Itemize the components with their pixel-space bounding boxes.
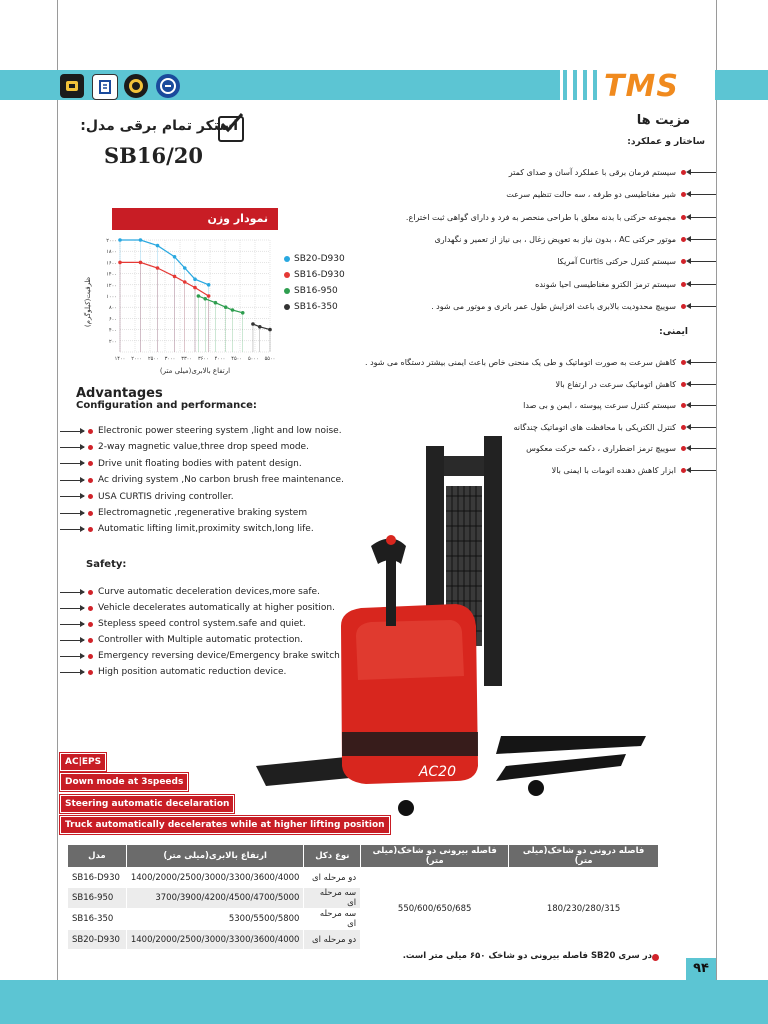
cell-inner-width: 180/230/280/315 xyxy=(509,868,659,950)
header-bar xyxy=(573,70,577,100)
bullet-icon xyxy=(88,461,93,466)
cell-lift: 5300/5500/5800 xyxy=(126,909,304,930)
x-tick-label: ۴۵۰۰ xyxy=(231,356,243,362)
advantage-item xyxy=(60,492,234,502)
bullet-icon xyxy=(88,606,93,611)
arrow-left-icon xyxy=(690,427,716,428)
y-tick-label: ۴۰۰ xyxy=(108,327,117,334)
cell-model: SB16-950 xyxy=(68,888,127,909)
arrow-right-icon xyxy=(60,624,84,625)
legend-label: SB16-D930 xyxy=(294,270,345,280)
fa-advantage-text: سیستم ترمز الکترو مغناطیسی احیا شونده xyxy=(535,279,676,289)
arrow-left-icon xyxy=(690,284,716,285)
brand-logo-text: TMS xyxy=(604,68,679,104)
safety-text: High position automatic reduction device. xyxy=(98,667,287,677)
cell-lift: 1400/2000/2500/3000/3300/3600/4000 xyxy=(126,930,304,950)
advantages-subtitle: Configuration and performance: xyxy=(76,400,257,411)
x-tick-label: ۵۵۰۰ xyxy=(264,356,276,362)
x-tick-label: ۳۶۰۰ xyxy=(197,356,209,362)
arrow-left-icon xyxy=(690,239,716,240)
advantage-text: USA CURTIS driving controller. xyxy=(98,491,234,502)
fa-advantage-item xyxy=(431,302,716,311)
advantage-text: Drive unit floating bodies with patent design. xyxy=(98,458,302,469)
bullet-icon xyxy=(88,494,93,499)
model-name: SB16/20 xyxy=(104,143,204,168)
brand-logo xyxy=(604,70,700,102)
legend-label: SB16-950 xyxy=(294,286,338,296)
x-tick-label: ۲۰۰۰ xyxy=(131,356,143,362)
bullet-icon xyxy=(88,511,93,516)
arrow-left-icon xyxy=(690,172,716,173)
fa-safety-text: کاهش اتوماتیک سرعت در ارتفاع بالا xyxy=(555,379,676,389)
legend-swatch xyxy=(284,288,290,294)
fa-safety-item xyxy=(556,380,716,389)
fa-advantage-item xyxy=(509,168,716,177)
legend-item xyxy=(284,270,345,280)
fa-advantage-item xyxy=(406,213,716,222)
cell-model: SB20-D930 xyxy=(68,930,127,950)
safety-text: Controller with Multiple automatic protection. xyxy=(98,635,303,645)
cell-outer-width: 550/600/650/685 xyxy=(361,868,509,950)
frame-right-line xyxy=(716,0,717,980)
fa-safety-item xyxy=(514,423,716,432)
bullet-icon xyxy=(88,445,93,450)
stacker-product-image xyxy=(246,436,656,826)
advantage-text: 2-way magnetic value,three drop speed mode. xyxy=(98,442,309,453)
x-tick-label: ۴۰۰۰ xyxy=(214,356,226,362)
arrow-left-icon xyxy=(690,405,716,406)
y-tick-label: ۸۰۰ xyxy=(108,305,117,312)
fa-advantage-text: سیستم فرمان برقی با عملکرد آسان و صدای کمتر xyxy=(508,168,676,177)
table-row xyxy=(68,868,659,888)
legend-item xyxy=(284,302,338,312)
fa-safety-item xyxy=(365,358,716,367)
arrow-left-icon xyxy=(690,306,716,307)
y-tick-label: ۶۰۰ xyxy=(108,316,117,323)
arrow-left-icon xyxy=(690,384,716,385)
header-outer-width: فاصله بیرونی دو شاخک(میلی متر) xyxy=(361,845,509,868)
spec-table xyxy=(67,844,659,950)
arrow-right-icon xyxy=(60,463,84,464)
fa-advantage-text: سیستم کنترل حرکتی Curtis آمریکا xyxy=(557,257,676,267)
chart-y-label: ظرفیت(کیلوگرم) xyxy=(84,276,92,328)
fa-safety-text: ابزار کاهش دهنده اتومات با ایمنی بالا xyxy=(551,465,676,475)
header-model: مدل xyxy=(68,845,127,868)
feature-tag: AC|EPS xyxy=(60,753,106,771)
arrow-left-icon xyxy=(690,362,716,363)
fa-advantage-text: مجموعه حرکتی با بدنه معلق با طراحی منحصر به فرد و دارای گواهی ثبت اختراع. xyxy=(405,212,676,222)
checkmark-icon xyxy=(218,116,244,142)
fa-advantage-text: شیر مغناطیسی دو طرفه ، سه حالت تنظیم سرعت xyxy=(506,190,676,200)
table-header-row xyxy=(68,845,659,868)
arrow-right-icon xyxy=(60,592,84,593)
fa-safety-text: سیستم کنترل سرعت پیوسته ، ایمن و بی صدا xyxy=(523,401,676,410)
fa-advantage-item xyxy=(506,190,716,199)
cell-model: SB16-D930 xyxy=(68,868,127,888)
safety-text: Vehicle decelerates automatically at higher position. xyxy=(98,603,336,613)
x-tick-label: ۱۴۰۰ xyxy=(114,356,126,362)
header-lift: ارتفاع بالابری(میلی متر) xyxy=(126,845,304,868)
safety-text: Curve automatic deceleration devices,more safe. xyxy=(98,587,320,597)
arrow-left-icon xyxy=(690,217,716,218)
legend-swatch xyxy=(284,256,290,262)
chart-x-label: ارتفاع بالابری(میلی متر) xyxy=(159,367,231,375)
arrow-right-icon xyxy=(60,608,84,609)
note-bullet xyxy=(652,954,659,961)
frame-left-line xyxy=(57,0,58,980)
arrow-right-icon xyxy=(60,529,84,530)
arrow-right-icon xyxy=(60,672,84,673)
phone-badge-icon xyxy=(60,74,84,98)
chart-header: نمودار وزن xyxy=(112,208,278,230)
advantage-item xyxy=(60,426,342,436)
legend-label: SB16-350 xyxy=(294,302,338,312)
bullet-icon xyxy=(88,670,93,675)
advantage-text: Automatic lifting limit,proximity switch,long life. xyxy=(98,524,314,535)
bullet-icon xyxy=(88,527,93,532)
fa-advantage-text: موتور حرکتی AC ، بدون نیاز به تعویض زغال ، بی نیاز از تعمیر و نگهداری xyxy=(434,234,676,244)
legend-label: SB20-D930 xyxy=(294,254,345,264)
fa-advantage-item xyxy=(535,280,716,289)
arrow-right-icon xyxy=(60,480,84,481)
load-chart xyxy=(80,232,280,378)
advantage-text: Electronic power steering system ,light and low noise. xyxy=(98,426,342,436)
arrow-right-icon xyxy=(60,431,84,432)
cell-model: SB16-350 xyxy=(68,909,127,930)
fa-advantage-text: سوییچ محدودیت بالابری باعث افزایش طول عمر باتری و موتور می شود . xyxy=(431,301,676,311)
cell-mast: دو مرحله ای xyxy=(304,868,361,888)
fa-safety-text: کاهش سرعت به صورت اتوماتیک و طی یک منحنی خاص باعث ایمنی بیشتر دستگاه می شود . xyxy=(365,358,676,367)
header-bar xyxy=(563,70,567,100)
bullet-icon xyxy=(88,429,93,434)
legend-swatch xyxy=(284,304,290,310)
x-tick-label: ۳۰۰۰ xyxy=(164,356,176,362)
bullet-icon xyxy=(88,478,93,483)
header-bar xyxy=(583,70,587,100)
cell-mast: سه مرحله ای xyxy=(304,909,361,930)
arrow-right-icon xyxy=(60,513,84,514)
x-tick-label: ۳۳۰۰ xyxy=(181,356,193,362)
safety-text: Stepless speed control system.safe and quiet. xyxy=(98,619,306,629)
header-inner-width: فاصله درونی دو شاخک(میلی متر) xyxy=(509,845,659,868)
chart-ticks xyxy=(106,238,275,362)
legend-item xyxy=(284,286,338,296)
footer-band xyxy=(0,980,768,1024)
bullet-icon xyxy=(88,638,93,643)
fa-safety-text: کنترل الکتریکی با محافظت های اتوماتیک چندگانه xyxy=(513,422,676,432)
bullet-icon xyxy=(88,654,93,659)
arrow-right-icon xyxy=(60,447,84,448)
fa-safety-item xyxy=(523,401,716,410)
bullet-icon xyxy=(88,622,93,627)
y-tick-label: ۲۰۰ xyxy=(108,338,117,345)
emblem-badge-icon xyxy=(124,74,148,98)
fa-advantages-subtitle: ساختار و عملکرد: xyxy=(627,137,705,147)
header-bar xyxy=(593,70,597,100)
advantage-text: Electromagnetic ,regenerative braking system xyxy=(98,508,308,518)
y-tick-label: ۱۴۰۰ xyxy=(106,271,117,278)
arrow-right-icon xyxy=(60,656,84,657)
cell-lift: 3700/3900/4200/4500/4700/5000 xyxy=(126,888,304,909)
y-tick-label: ۱۸۰۰ xyxy=(106,249,117,256)
quality-badge-icon xyxy=(156,74,180,98)
safety-title: Safety: xyxy=(86,559,127,570)
product-title: استکر تمام برقی مدل: xyxy=(80,118,238,134)
advantage-text: Ac driving system ,No carbon brush free maintenance. xyxy=(98,475,344,486)
feature-tag: Steering automatic decelaration xyxy=(60,795,234,813)
safety-text: Emergency reversing device/Emergency brake switch xyxy=(98,651,340,661)
fa-advantage-item xyxy=(435,235,717,244)
page-number: ۹۴ xyxy=(686,958,716,980)
y-tick-label: ۱۰۰۰ xyxy=(106,294,117,300)
table-note: در سری SB20 فاصله بیرونی دو شاخک ۶۵۰ میلی متر است. xyxy=(402,951,652,961)
header-mast: نوع دکل xyxy=(304,845,361,868)
feature-tag: Down mode at 3speeds xyxy=(60,773,188,791)
fa-advantages-title: مزیت ها xyxy=(636,113,690,128)
arrow-right-icon xyxy=(60,640,84,641)
legend-item xyxy=(284,254,345,264)
legend-swatch xyxy=(284,272,290,278)
cell-mast: سه مرحله ای xyxy=(304,888,361,909)
arrow-left-icon xyxy=(690,261,716,262)
arrow-right-icon xyxy=(60,496,84,497)
advantages-title: Advantages xyxy=(76,386,163,401)
bullet-icon xyxy=(88,590,93,595)
fa-advantage-item xyxy=(557,257,716,266)
cell-mast: دو مرحله ای xyxy=(304,930,361,950)
arrow-left-icon xyxy=(690,194,716,195)
chart-series xyxy=(118,238,272,352)
arrow-left-icon xyxy=(690,470,716,471)
x-tick-label: ۵۰۰۰ xyxy=(247,356,259,362)
document-badge-icon xyxy=(92,74,118,100)
x-tick-label: ۲۵۰۰ xyxy=(147,356,159,362)
y-tick-label: ۲۰۰۰ xyxy=(106,238,117,244)
arrow-left-icon xyxy=(690,448,716,449)
fa-safety-text: سوییچ ترمز اضطراری ، دکمه حرکت معکوس xyxy=(526,444,676,453)
y-tick-label: ۱۶۰۰ xyxy=(106,260,117,267)
cell-lift: 1400/2000/2500/3000/3300/3600/4000 xyxy=(126,868,304,888)
product-model-label: AC20 xyxy=(418,764,456,780)
fa-safety-title: ایمنی: xyxy=(659,327,688,337)
y-tick-label: ۱۲۰۰ xyxy=(106,282,117,289)
feature-tag: Truck automatically decelerates while at higher lifting position xyxy=(60,816,390,834)
